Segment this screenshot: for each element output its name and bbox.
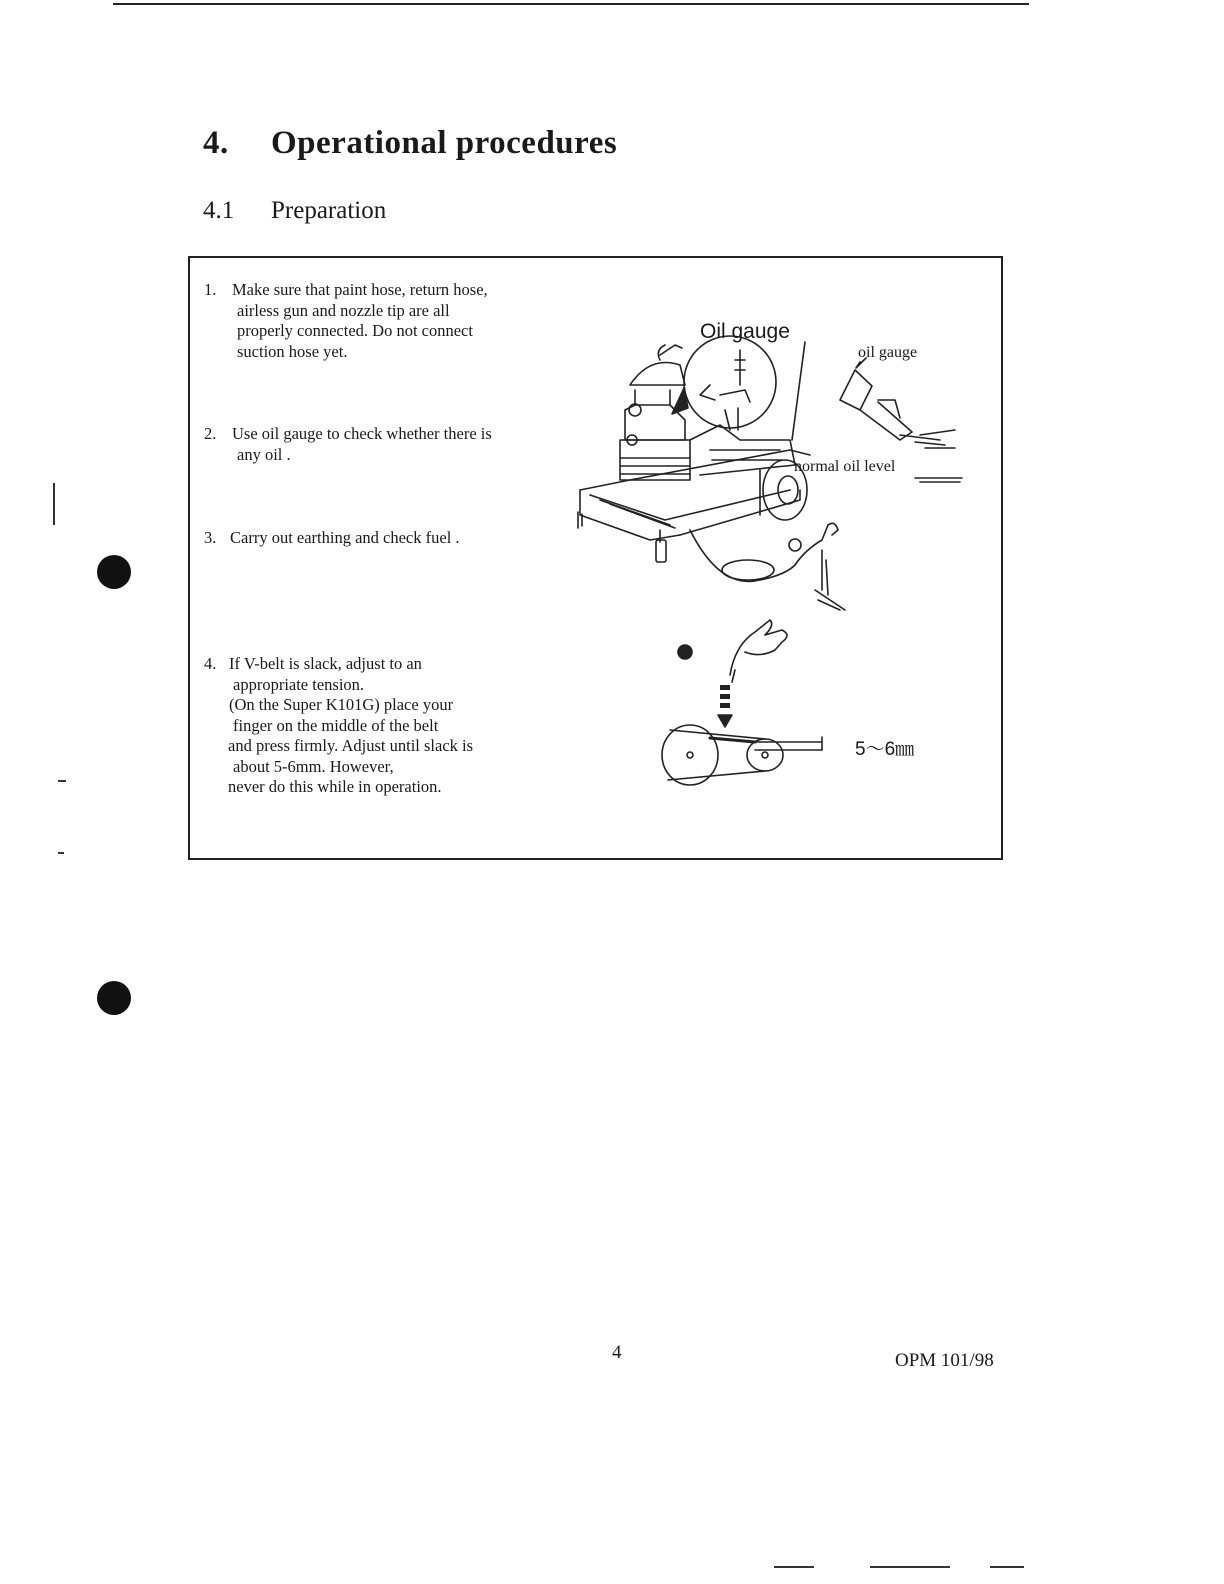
step-2	[204, 424, 492, 465]
step-text-line: suction hose yet.	[237, 341, 348, 361]
step-text-line: never do this while in operation.	[228, 777, 442, 796]
step-text-line: If V-belt is slack, adjust to an	[229, 654, 422, 673]
machine-illustration	[560, 290, 980, 810]
section-number: 4.	[203, 125, 229, 161]
edge-mark	[870, 1566, 950, 1568]
edge-mark	[774, 1566, 814, 1568]
step-text-line: Use oil gauge to check whether there is	[232, 424, 492, 443]
machine-drawing	[560, 290, 980, 810]
step-1	[204, 280, 488, 362]
step-text-line: Carry out earthing and check fuel .	[230, 528, 460, 547]
edge-mark	[990, 1566, 1024, 1568]
section-heading	[203, 125, 617, 162]
margin-mark	[58, 780, 66, 782]
step-4	[204, 654, 473, 798]
subsection-heading	[203, 197, 386, 225]
step-text-line: airless gun and nozzle tip are all	[237, 300, 450, 320]
subsection-number: 4.1	[203, 197, 235, 224]
page-number: 4	[612, 1342, 622, 1363]
step-number: 4.	[204, 654, 217, 673]
oil-gauge-detail-label: oil gauge	[858, 344, 918, 361]
section-title: Operational procedures	[271, 125, 618, 161]
binder-hole	[97, 555, 131, 589]
step-text-line: Make sure that paint hose, return hose,	[232, 280, 488, 299]
subsection-title: Preparation	[271, 197, 387, 224]
document-code: OPM 101/98	[895, 1350, 994, 1371]
margin-mark	[58, 852, 64, 854]
belt-slack-measure: 5～6㎜	[855, 739, 915, 760]
oil-gauge-label: Oil gauge	[700, 320, 790, 343]
step-text-line: about 5-6mm. However,	[233, 756, 394, 776]
step-text-line: appropriate tension.	[233, 674, 365, 694]
step-text-line: and press firmly. Adjust until slack is	[228, 736, 474, 755]
binder-hole	[97, 981, 131, 1015]
step-text-line: any oil .	[237, 444, 291, 464]
top-rule	[113, 3, 1029, 5]
step-number: 2.	[204, 424, 217, 443]
margin-mark	[53, 483, 55, 525]
normal-oil-level-label: normal oil level	[794, 458, 896, 475]
step-text-line: finger on the middle of the belt	[233, 715, 439, 735]
step-text-line: properly connected. Do not connect	[237, 321, 473, 340]
step-3	[204, 528, 460, 549]
step-number: 1.	[204, 280, 217, 299]
step-number: 3.	[204, 528, 217, 547]
step-text-line: (On the Super K101G) place your	[229, 695, 454, 714]
